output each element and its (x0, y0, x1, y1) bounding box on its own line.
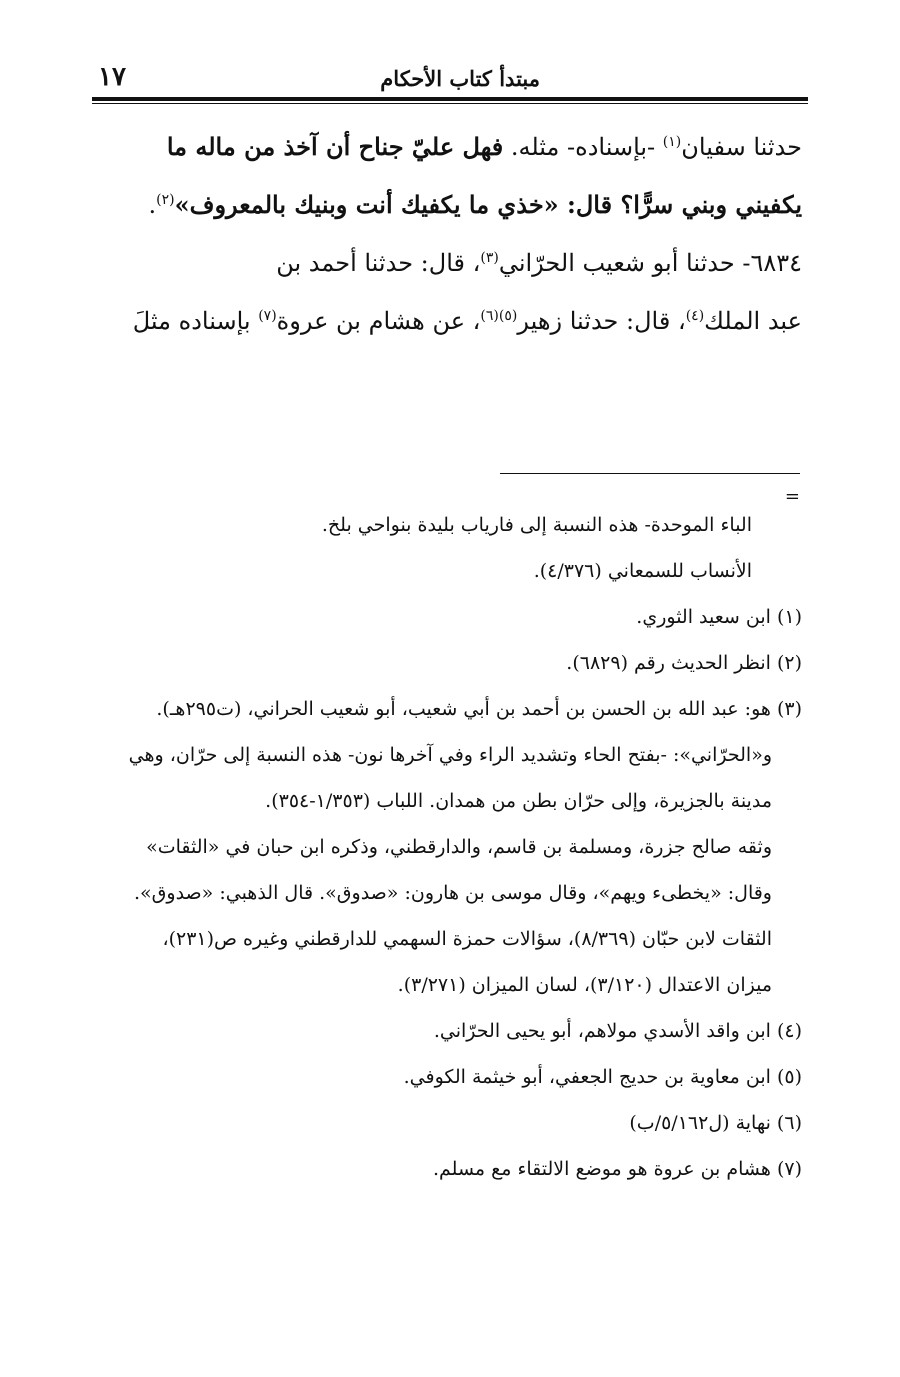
footnote-3-line: ميزان الاعتدال (٣/١٢٠)، لسان الميزان (٣/٢٧١). (397, 974, 772, 996)
text-run: حدثنا سفيان (681, 133, 802, 161)
main-line-1 (94, 118, 802, 176)
bold-text-run: فهل عليّ جناح أن آخذ من ماله ما (166, 132, 504, 161)
footnote-ref: (٧) (258, 308, 277, 324)
bold-text-run: يكفيني وبني سرًّا؟ قال: (558, 190, 802, 219)
text-run: بإسناده مثلَ (132, 307, 259, 335)
footnote-3-line: و«الحرّاني»: -بفتح الحاء وتشديد الراء وفي آخرها نون- هذه النسبة إلى حرّان، وهي (128, 744, 772, 766)
text-run: -بإسناده- مثله. (503, 133, 663, 161)
footnote-ref: (٤) (685, 308, 705, 324)
footnote-3-line: الثقات لابن حبّان (٨/٣٦٩)، سؤالات حمزة السهمي للدارقطني وغيره ص(٢٣١)، (162, 928, 772, 950)
header-rule-thin (92, 103, 808, 104)
footnote-6: (٦) نهاية (ل٥/١٦٢/ب) (629, 1112, 802, 1134)
main-text (94, 118, 802, 350)
main-line-4 (94, 292, 802, 350)
footnote-5: (٥) ابن معاوية بن حديج الجعفي، أبو خيثمة الكوفي. (403, 1066, 802, 1088)
footnote-ref: (٢) (156, 192, 175, 208)
footnote-ref: (٣) (480, 250, 499, 266)
footnote-continued-line: الباء الموحدة- هذه النسبة إلى فارياب بليدة بنواحي بلخ. (321, 514, 752, 536)
text-run: . (148, 191, 157, 219)
header-rule-thick (92, 97, 808, 101)
text-run: عبد الملك (704, 307, 802, 335)
chapter-title: مبتدأ كتاب الأحكام (380, 66, 540, 91)
footnote-ref: (١) (662, 134, 682, 150)
footnote-3-line: مدينة بالجزيرة، وإلى حرّان بطن من همدان. اللباب (١/٣٥٣-٣٥٤). (265, 790, 772, 812)
continuation-mark: = (784, 486, 800, 507)
hadith-number-text: ٦٨٣٤- حدثنا أبو شعيب الحرّاني (498, 249, 802, 277)
text-run: ، عن هشام بن عروة (276, 307, 481, 335)
footnote-3: (٣) هو: عبد الله بن الحسن بن أحمد بن أبي شعيب، أبو شعيب الحراني، (ت٢٩٥هـ). (156, 698, 802, 720)
footnote-continued-line: الأنساب للسمعاني (٤/٣٧٦). (533, 560, 752, 582)
page-number: ١٧ (98, 62, 126, 92)
footnote-ref: (٥)(٦) (480, 308, 518, 324)
footnotes (82, 502, 802, 1192)
text-run: ، قال: حدثنا أحمد بن (276, 249, 481, 277)
footnote-7: (٧) هشام بن عروة هو موضع الالتقاء مع مسلم. (432, 1158, 802, 1180)
footnote-4: (٤) ابن واقد الأسدي مولاهم، أبو يحيى الحرّاني. (433, 1020, 802, 1042)
footnote-separator (500, 473, 800, 474)
footnote-3-line: وقال: «يخطىء ويهم»، وقال موسى بن هارون: «صدوق». قال الذهبي: «صدوق». (133, 882, 772, 904)
main-line-2 (94, 176, 802, 234)
main-line-3 (94, 234, 802, 292)
running-header (92, 58, 808, 98)
footnote-1: (١) ابن سعيد الثوري. (636, 606, 802, 628)
hadith-quote: «خذي ما يكفيك أنت وبنيك بالمعروف» (174, 190, 559, 219)
text-run: ، قال: حدثنا زهير (517, 307, 686, 335)
footnote-2: (٢) انظر الحديث رقم (٦٨٢٩). (566, 652, 802, 674)
footnote-3-line: وثقه صالح جزرة، ومسلمة بن قاسم، والدارقطني، وذكره ابن حبان في «الثقات» (146, 836, 772, 858)
